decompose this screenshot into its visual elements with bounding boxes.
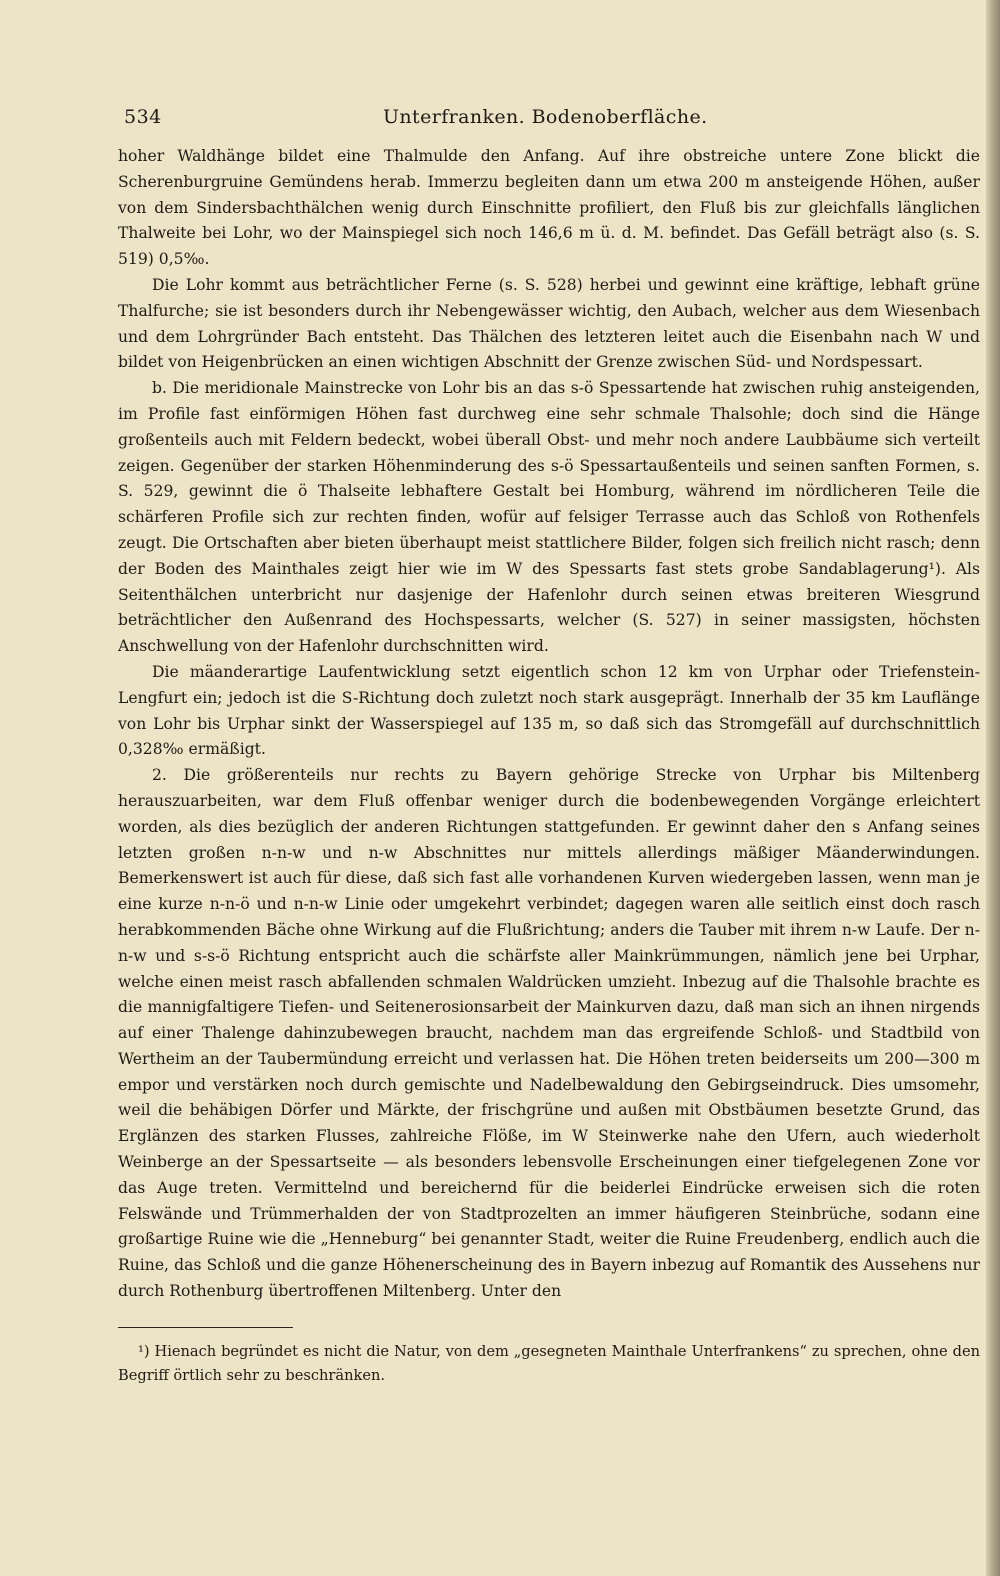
page-number: 534 — [124, 106, 162, 128]
footnote-rule — [118, 1327, 293, 1328]
body-text — [118, 144, 980, 1305]
page-header — [118, 98, 980, 138]
book-page — [118, 98, 980, 1388]
paragraph: Die mäanderartige Laufentwicklung setzt eigentlich schon 12 km von Urphar oder Triefenstein-Lengfurt ein; jedoch ist die S-Richtung doch zuletzt noch stark ausgeprägt. Innerhalb der 35 km Lauflänge von Lohr bis Urphar sinkt der Wasserspiegel auf 135 m, so daß sich das Stromgefäll auf durchschnittlich 0,328‰ ermäßigt. — [118, 662, 980, 759]
page-edge — [986, 0, 1000, 1576]
footnote: ¹) Hienach begründet es nicht die Natur, von dem „gesegneten Mainthale Unterfrankens“ zu sprechen, ohne den Begriff örtlich sehr zu beschränken. — [118, 1342, 980, 1384]
paragraph: 2. Die größerenteils nur rechts zu Bayern gehörige Strecke von Urphar bis Miltenberg herauszuarbeiten, war dem Fluß offenbar weniger durch die bodenbewegenden Vorgänge erleichtert worden, als dies bezüglich der anderen Richtungen stattgefunden. Er gewinnt daher den s Anfang seines letzten großen n-n-w und n-w Abschnittes nur mittels allerdings mäßiger Mäanderwindungen. Bemerkenswert ist auch für diese, daß sich fast alle vorhandenen Kurven wiedergeben lassen, wenn man je eine kurze n-n-ö und n-n-w Linie oder umgekehrt verbindet; dagegen waren alle seitlich einst doch rasch herabkommenden Bäche ohne Wirkung auf die Flußrichtung; anders die Tauber mit ihrem n-w Laufe. Der n-n-w und s-s-ö Richtung entspricht auch die schärfste aller Mainkrümmungen, nämlich jene bei Urphar, welche einen meist rasch abfallenden schmalen Waldrücken umzieht. Inbezug auf die Thalsohle brachte es die mannigfaltigere Tiefen- und Seitenerosionsarbeit der Mainkurven dazu, daß man sich an ihnen nirgends auf einer Thalenge dahinzubewegen braucht, nachdem man das ergreifende Schloß- und Stadtbild von Wertheim an der Taubermündung erreicht und verlassen hat. Die Höhen treten beiderseits um 200—300 m empor und verstärken noch durch gemischte und Nadelbewaldung den Gebirgseindruck. Dies umsomehr, weil die behäbigen Dörfer und Märkte, der frischgrüne und außen mit Obstbäumen besetzte Grund, das Erglänzen des starken Flusses, zahlreiche Flöße, im W Steinwerke nahe den Ufern, auch wiederholt Weinberge an der Spessartseite — als besonders lebensvolle Erscheinungen einer tiefgelegenen Zone vor das Auge treten. Vermittelnd und bereichernd für die beiderlei Eindrücke erweisen sich die roten Felswände und Trümmerhalden der von Stadtprozelten an immer häufigeren Steinbrüche, sodann eine großartige Ruine wie die „Henneburg“ bei genannter Stadt, weiter die Ruine Freudenberg, endlich auch die Ruine, das Schloß und die ganze Höhenerscheinung des in Bayern inbezug auf Romantik des Aussehens nur durch Rothenburg übertroffenen Miltenberg. Unter den — [118, 766, 980, 1301]
paragraph: hoher Waldhänge bildet eine Thalmulde den Anfang. Auf ihre obstreiche untere Zone blickt die Scherenburgruine Gemündens herab. Immerzu begleiten dann um etwa 200 m ansteigende Höhen, außer von dem Sindersbachthälchen wenig durch Einschnitte profiliert, den Fluß bis zur gleichfalls länglichen Thalweite bei Lohr, wo der Mainspiegel sich noch 146,6 m ü. d. M. befindet. Das Gefäll beträgt also (s. S. 519) 0,5‰. — [118, 147, 980, 269]
paragraph: Die Lohr kommt aus beträchtlicher Ferne (s. S. 528) herbei und gewinnt eine kräftige, lebhaft grüne Thalfurche; sie ist besonders durch ihr Nebengewässer wichtig, den Aubach, welcher aus dem Wiesenbach und dem Lohrgründer Bach entsteht. Das Thälchen des letzteren leitet auch die Eisenbahn nach W und bildet von Heigenbrücken an einen wichtigen Abschnitt der Grenze zwischen Süd- und Nordspessart. — [118, 275, 980, 372]
paragraph: b. Die meridionale Mainstrecke von Lohr bis an das s-ö Spessartende hat zwischen ruhig ansteigenden, im Profile fast einförmigen Höhen fast durchweg eine sehr schmale Thalsohle; doch sind die Hänge großenteils auch mit Feldern bedeckt, wobei überall Obst- und mehr noch andere Laubbäume sich verteilt zeigen. Gegenüber der starken Höhenminderung des s-ö Spessartaußenteils und seinen sanften Formen, s. S. 529, gewinnt die ö Thalseite lebhaftere Gestalt bei Homburg, während im nördlicheren Teile die schärferen Profile sich zur rechten finden, wofür auf felsiger Terrasse auch das Schloß von Rothenfels zeugt. Die Ortschaften aber bieten überhaupt meist stattlichere Bilder, folgen sich freilich nicht rasch; denn der Boden des Mainthales zeigt hier wie im W des Spessarts fast stets grobe Sandablagerung¹). Als Seitenthälchen unterbricht nur dasjenige der Hafenlohr durch seinen etwas breiteren Wiesgrund beträchtlicher den Außenrand des Hochspessarts, welcher (S. 527) in seiner massigsten, höchsten Anschwellung von der Hafenlohr durchschnitten wird. — [118, 379, 980, 656]
running-head: Unterfranken. Bodenoberfläche. — [383, 106, 708, 128]
